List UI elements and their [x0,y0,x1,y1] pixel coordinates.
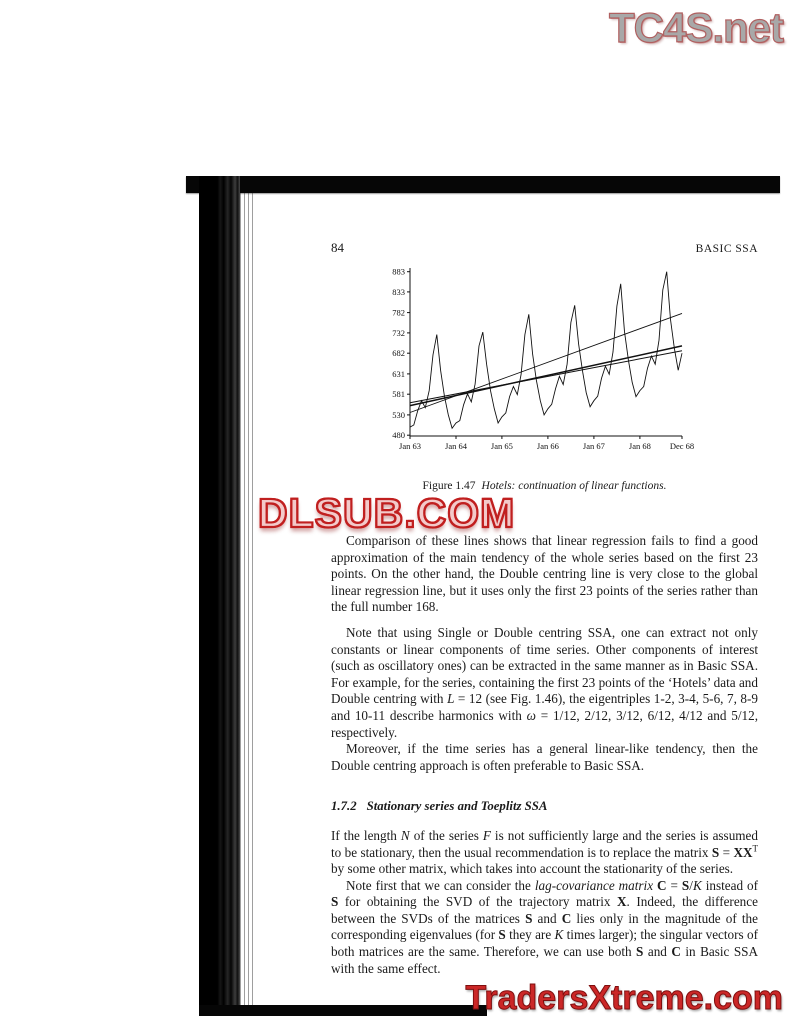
paragraph-group-2 [331,828,758,977]
text-segment: for obtaining the SVD of the trajectory matrix [338,894,618,910]
text-segment: and [532,910,562,926]
text-segment: If the length [331,827,401,843]
text-segment: ω [526,707,536,723]
scan-binding-strip [199,176,240,1016]
text-segment: S [636,944,644,960]
page-number: 84 [331,240,344,255]
text-segment: K [554,927,564,943]
text-segment: F [482,827,491,843]
svg-text:581: 581 [392,389,405,400]
figure-1-47 [384,260,696,462]
svg-text:Jan 67: Jan 67 [582,441,605,451]
svg-text:782: 782 [392,307,405,318]
svg-text:Dec 68: Dec 68 [669,441,695,451]
text-segment: C [671,944,681,960]
svg-text:833: 833 [392,286,405,297]
body-paragraph [331,625,758,741]
text-segment: is not sufficiently large and the series is assumed to be stationary, then the usual recommendation is to replace the matrix [331,827,758,860]
hotels-line-chart [384,260,696,467]
figure-caption-number: Figure 1.47 [422,480,476,492]
text-segment: times larger); the singular vectors of both matrices are the same. Therefore, we can use both [331,927,758,960]
text-segment: X [617,894,627,910]
svg-text:Jan 68: Jan 68 [628,441,651,451]
text-segment: L [447,691,455,707]
scan-top-black-bar [186,176,780,193]
text-segment: of the series [409,827,483,843]
svg-text:732: 732 [392,327,405,338]
running-head: BASIC SSA [695,243,758,255]
text-segment: = 1/12, 2/12, 3/12, 6/12, 4/12 and 5/12, respectively. [331,707,758,740]
text-segment: Comparison of these lines shows that linear regression fails to find a good approximation of the main tendency of the whole series based on the first 23 points. On the other hand, the Double centring line is very close to the global linear regression line, but it uses only the first 23 points of the series rather than the full number 168. [331,533,758,615]
text-segment: S [331,894,339,910]
page-header [331,240,758,256]
text-segment: and [643,944,672,960]
watermark-tc4s: TC4S.net [608,4,783,51]
text-segment: XX [733,844,753,860]
text-segment: T [752,843,758,854]
body-paragraph [331,878,758,978]
svg-text:Jan 64: Jan 64 [445,441,467,451]
figure-caption-text: Hotels: continuation of linear functions. [481,480,667,492]
scan-page-edge-lines [240,193,253,1015]
svg-text:530: 530 [392,409,405,420]
svg-text:Jan 65: Jan 65 [490,441,513,451]
watermark-dlsub: DLSUB.COM [258,490,516,536]
text-segment: they are [505,927,555,943]
text-segment: / [689,877,693,893]
text-segment: . Indeed, the difference between the SVDs of the matrices [331,894,758,926]
svg-text:Jan 66: Jan 66 [536,441,559,451]
text-segment: K [692,877,702,893]
text-segment: Note that using Single or Double centring SSA, one can extract not only constants or linear components of time series. Other components of interest (such as oscillatory ones) can be extracted in the same manner as in Basic SSA. For example, for the series, containing the first 23 points of the ‘Hotels’ data and Double centring with [331,624,758,707]
section-heading [331,798,758,815]
body-paragraph [331,828,758,878]
scan-bottom-black-bar [199,1005,487,1016]
section-number: 1.7.2 [331,799,357,814]
text-segment: = [719,844,734,860]
text-segment: in Basic SSA with the same effect. [331,944,759,976]
text-segment: C [657,877,667,893]
text-segment: lag-covariance matrix [534,877,654,893]
paragraph-group-1 [331,533,758,774]
text-segment: S [681,877,690,893]
text-segment: by some other matrix, which takes into account the stationarity of the series. [331,861,734,877]
watermark-tradersxtreme: TradersXtreme.com [465,979,783,1017]
text-segment: lies only in the magnitude of the corresponding eigenvalues (for [331,910,759,943]
svg-text:883: 883 [392,266,405,277]
text-segment: Note first that we can consider the [346,877,535,893]
text-segment: S [498,927,506,943]
text-segment: = 12 (see Fig. 1.46), the eigentriples 1-2, 3-4, 5-6, 7, 8-9 and 10-11 describe harmonics with [331,691,758,723]
text-segment: N [400,827,410,843]
body-paragraph [331,533,758,616]
text-segment: C [561,910,572,926]
svg-text:682: 682 [392,348,405,359]
svg-text:480: 480 [392,430,405,441]
svg-text:631: 631 [392,368,405,379]
text-segment: Moreover, if the time series has a general linear-like tendency, then the Double centring approach is often preferable to Basic SSA. [331,741,758,773]
section-title: Stationary series and Toeplitz SSA [366,799,548,814]
text-segment: S [711,844,720,860]
text-segment: instead of [701,877,758,893]
text-segment: S [525,910,533,926]
svg-text:Jan 63: Jan 63 [399,441,421,451]
text-segment: = [666,877,682,893]
body-paragraph [331,741,758,774]
body-text [331,533,758,977]
